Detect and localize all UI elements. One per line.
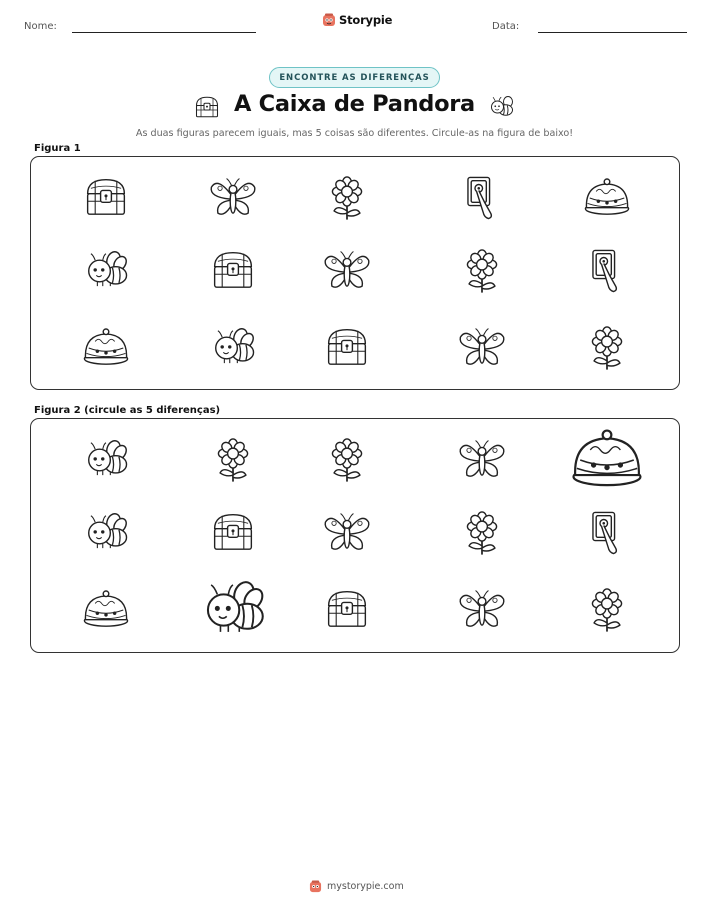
bee-icon[interactable] bbox=[89, 512, 129, 548]
figure1-label: Figura 1 bbox=[34, 143, 81, 154]
jeweled-box-icon[interactable] bbox=[574, 431, 641, 486]
bee-icon[interactable] bbox=[216, 327, 256, 363]
chest-icon[interactable] bbox=[329, 592, 366, 627]
jeweled-box-icon[interactable] bbox=[84, 591, 127, 626]
instructions: As duas figuras parecem iguais, mas 5 coisas são diferentes. Circule-as na figura de baixo! bbox=[135, 128, 574, 139]
butterfly-icon[interactable] bbox=[460, 329, 504, 365]
chest-icon[interactable] bbox=[88, 180, 125, 215]
flower-icon[interactable] bbox=[467, 250, 496, 293]
jeweled-box-icon[interactable] bbox=[84, 329, 127, 364]
butterfly-icon[interactable] bbox=[460, 591, 504, 627]
bee-icon[interactable] bbox=[89, 439, 129, 475]
flower-icon[interactable] bbox=[332, 177, 361, 220]
date-label: Data: bbox=[492, 21, 520, 32]
name-field[interactable] bbox=[72, 32, 256, 33]
name-label: Nome: bbox=[24, 21, 57, 32]
bee-icon bbox=[487, 92, 517, 122]
figure1-panel bbox=[30, 156, 680, 390]
flower-icon[interactable] bbox=[592, 589, 621, 632]
jeweled-box-icon[interactable] bbox=[585, 179, 628, 214]
flower-icon[interactable] bbox=[592, 327, 621, 370]
date-field[interactable] bbox=[538, 32, 687, 33]
flower-icon[interactable] bbox=[332, 439, 361, 482]
storypie-logo-icon bbox=[309, 880, 322, 893]
bee-icon[interactable] bbox=[89, 250, 129, 286]
figure2-panel[interactable] bbox=[30, 418, 680, 653]
storypie-logo-icon bbox=[322, 13, 336, 27]
footer-url[interactable]: mystorypie.com bbox=[327, 881, 404, 892]
footer bbox=[309, 880, 404, 893]
lever-icon[interactable] bbox=[468, 177, 491, 218]
flower-icon[interactable] bbox=[218, 439, 247, 482]
butterfly-icon[interactable] bbox=[460, 441, 504, 477]
lever-icon[interactable] bbox=[593, 512, 616, 553]
page-title: A Caixa de Pandora bbox=[234, 91, 475, 117]
chest-icon[interactable] bbox=[215, 253, 252, 288]
lever-icon[interactable] bbox=[593, 250, 616, 291]
figure1-grid bbox=[31, 157, 681, 391]
chest-icon[interactable] bbox=[215, 515, 252, 550]
butterfly-icon[interactable] bbox=[325, 514, 369, 550]
activity-badge: ENCONTRE AS DIFERENÇAS bbox=[269, 67, 440, 88]
butterfly-icon[interactable] bbox=[211, 179, 255, 215]
bee-icon[interactable] bbox=[208, 579, 266, 632]
flower-icon[interactable] bbox=[467, 512, 496, 555]
figure2-label: Figura 2 (circule as 5 diferenças) bbox=[34, 405, 221, 416]
butterfly-icon[interactable] bbox=[325, 252, 369, 288]
brand-name: Storypie bbox=[339, 13, 393, 27]
brand-logo bbox=[322, 13, 392, 27]
chest-icon[interactable] bbox=[329, 330, 366, 365]
figure2-grid[interactable] bbox=[31, 419, 681, 653]
